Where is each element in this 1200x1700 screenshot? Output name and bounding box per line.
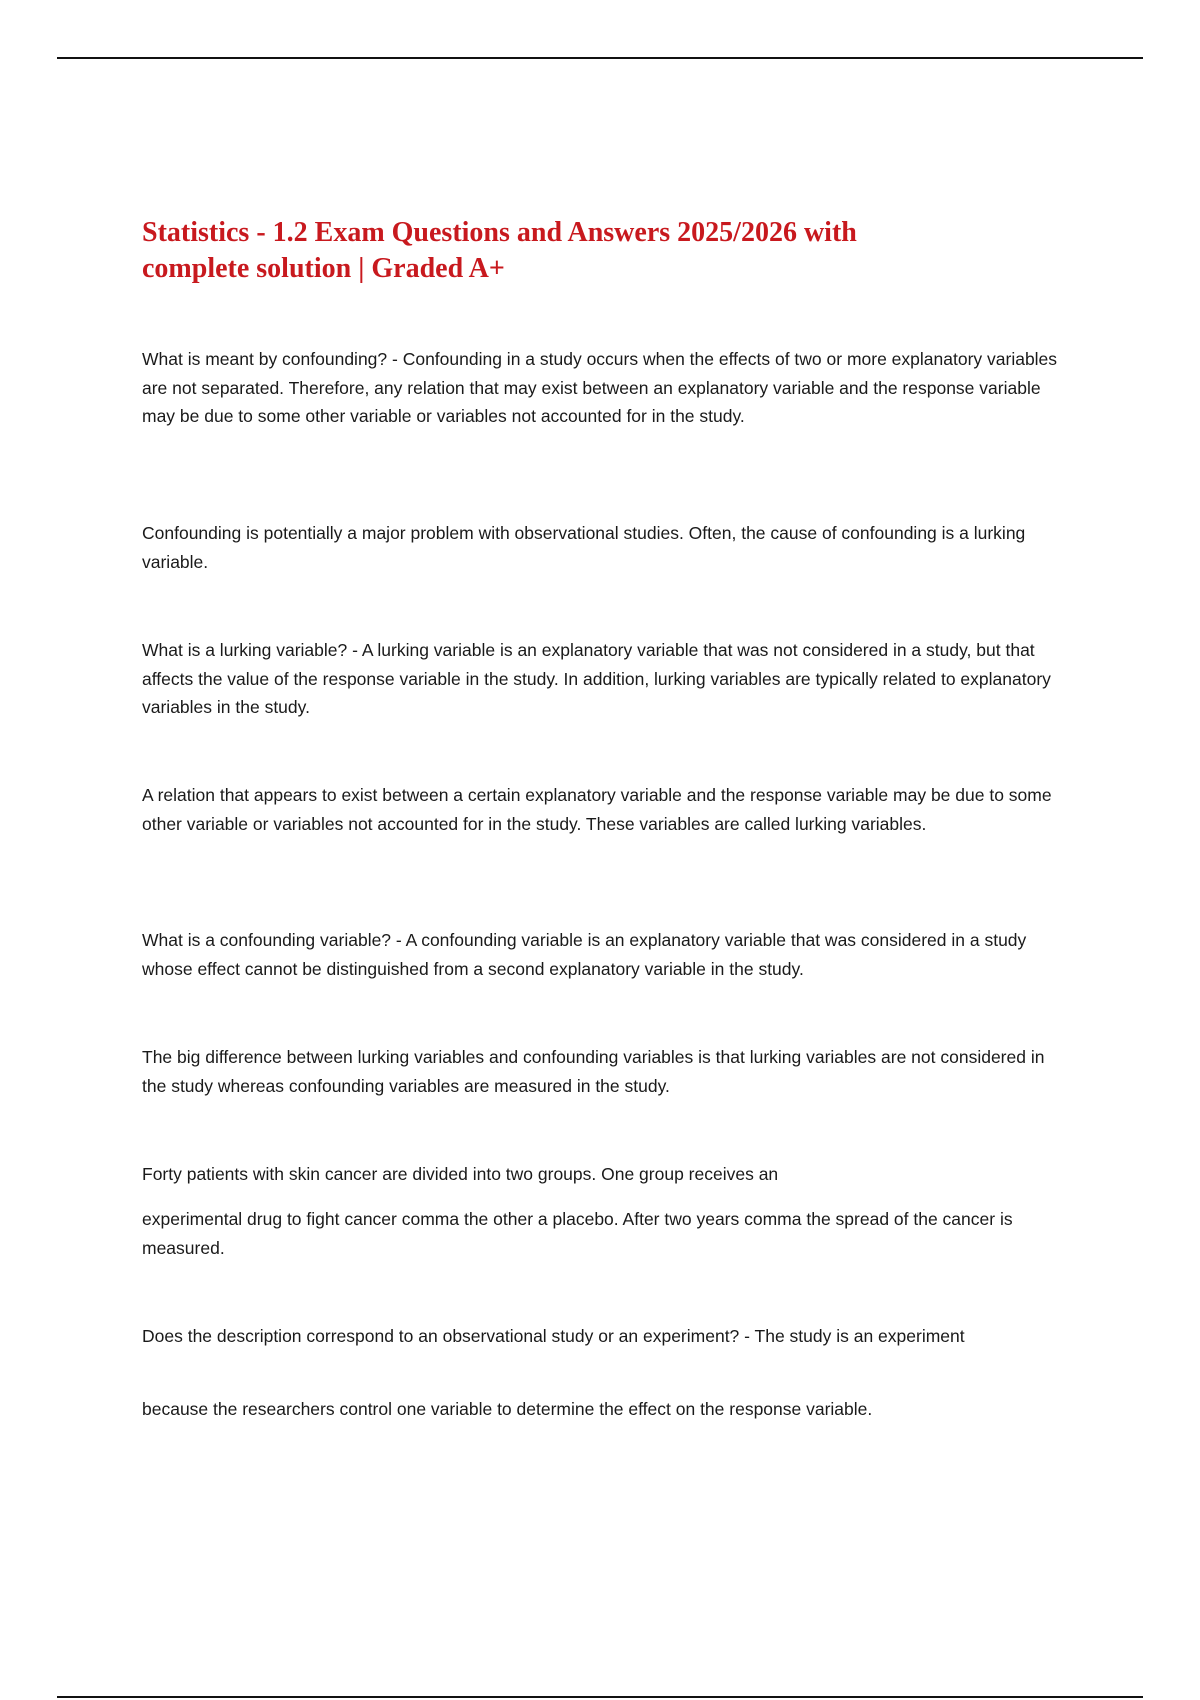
paragraph-difference: The big difference between lurking variables and confounding variables is that lurking variables are not considered in the study whereas confounding variables are measured in the study. (142, 1047, 1045, 1096)
paragraph-lurking-relation: A relation that appears to exist between a certain explanatory variable and the response variable may be due to some other variable or variables not accounted for in the study. These variables are called lurking variables. (142, 785, 1052, 834)
bottom-rule (57, 1696, 1143, 1698)
top-rule (57, 57, 1143, 59)
paragraph-confounding-problem: Confounding is potentially a major problem with observational studies. Often, the cause of confounding is a lurking variable. (142, 523, 1026, 572)
paragraph-lurking-definition: What is a lurking variable? - A lurking variable is an explanatory variable that was not considered in a study, but that affects the value of the response variable in the study. In addition, lurking variables are typically related to explanatory variables in the study. (142, 640, 1051, 717)
paragraph-study-type-question: Does the description correspond to an observational study or an experiment? - The study is an experiment (142, 1326, 965, 1346)
paragraph-experimental-drug: experimental drug to fight cancer comma the other a placebo. After two years comma the spread of the cancer is measured. (142, 1209, 1013, 1258)
document-header (142, 215, 1062, 287)
paragraph-study-type-reason: because the researchers control one variable to determine the effect on the response variable. (142, 1399, 873, 1419)
paragraph-confounding-variable: What is a confounding variable? - A confounding variable is an explanatory variable that was considered in a study whose effect cannot be distinguished from a second explanatory variable in the study. (142, 930, 1027, 979)
paragraph-forty-patients: Forty patients with skin cancer are divided into two groups. One group receives an (142, 1164, 779, 1184)
document-title: Statistics - 1.2 Exam Questions and Answers 2025/2026 with complete solution | Graded A+ (142, 217, 857, 284)
paragraph-confounding-definition: What is meant by confounding? - Confounding in a study occurs when the effects of two or more explanatory variables are not separated. Therefore, any relation that may exist between an explanatory variable and the response variable may be due to some other variable or variables not accounted for in the study. (142, 349, 1058, 426)
